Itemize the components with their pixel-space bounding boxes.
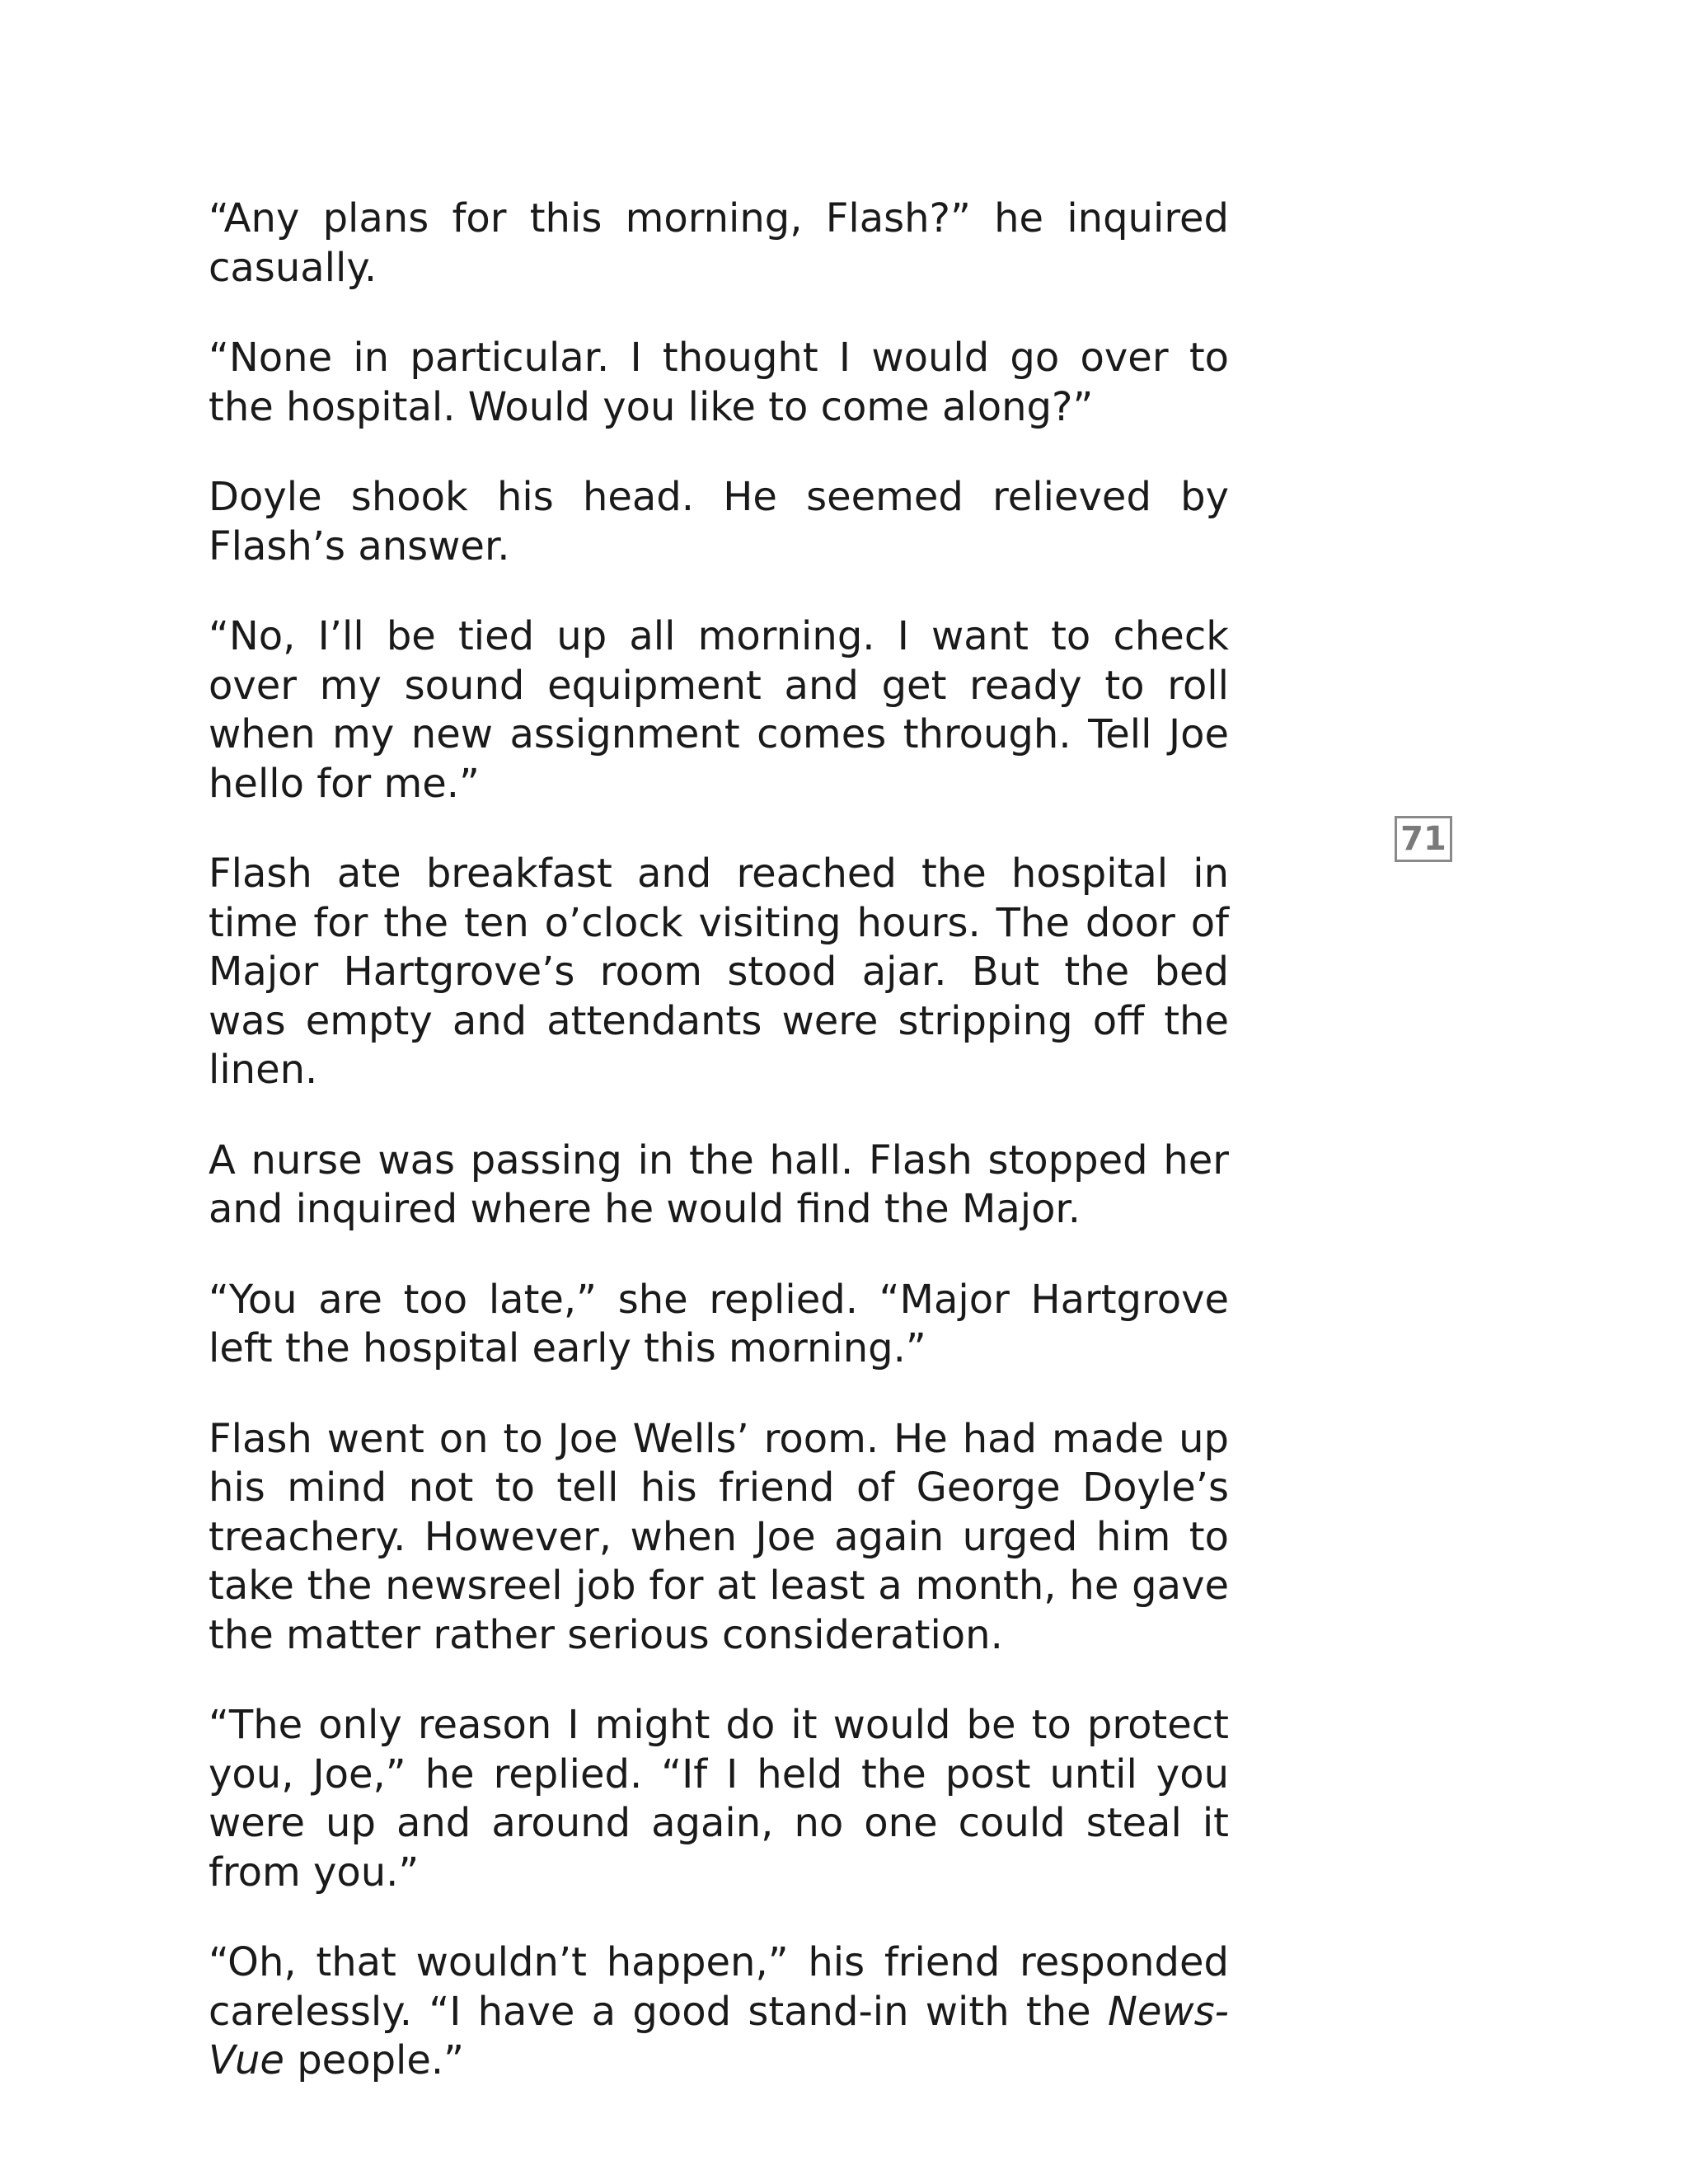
paragraph: Doyle shook his head. He seemed relieved by Flash’s answer. [209,474,1229,569]
paragraph-last [209,1938,1229,2086]
page-number: 71 [1395,816,1452,862]
paragraph: Flash went on to Joe Wells’ room. He had made up his mind not to tell his friend of George Doyle’s treachery. However, when Joe again urged him to take the newsreel job for at least a month, he gave the matter rather serious consideration. [209,1415,1229,1658]
paragraph: “You are too late,” she replied. “Major Hartgrove left the hospital early this morning.” [209,1276,1229,1371]
paragraph: “Any plans for this morning, Flash?” he inquired casually. [209,195,1229,291]
paragraph: “No, I’ll be tied up all morning. I want to check over my sound equipment and get ready to roll when my new assignment comes through. Tell Joe hello for me.” [209,613,1229,807]
paragraph-last-start: “Oh, that wouldn’t happen,” his friend responded carelessly. “I have a good stand-in with the [209,1939,1229,2035]
paragraph: “The only reason I might do it would be to protect you, Joe,” he replied. “If I held the post until you were up and around again, no one could steal it from you.” [209,1702,1229,1896]
paragraph: “None in particular. I thought I would go over to the hospital. Would you like to come along?” [209,335,1229,430]
paragraph-last-end: people.” [284,2037,465,2083]
body-text [209,194,1229,2127]
paragraph: Flash ate breakfast and reached the hospital in time for the ten o’clock visiting hours. The door of Major Hartgrove’s room stood ajar. But the bed was empty and attendants were stripping off the linen. [209,851,1229,1093]
publication-title: News-Vue [209,1988,1229,2083]
paragraph: A nurse was passing in the hall. Flash stopped her and inquired where he would find the Major. [209,1137,1229,1232]
